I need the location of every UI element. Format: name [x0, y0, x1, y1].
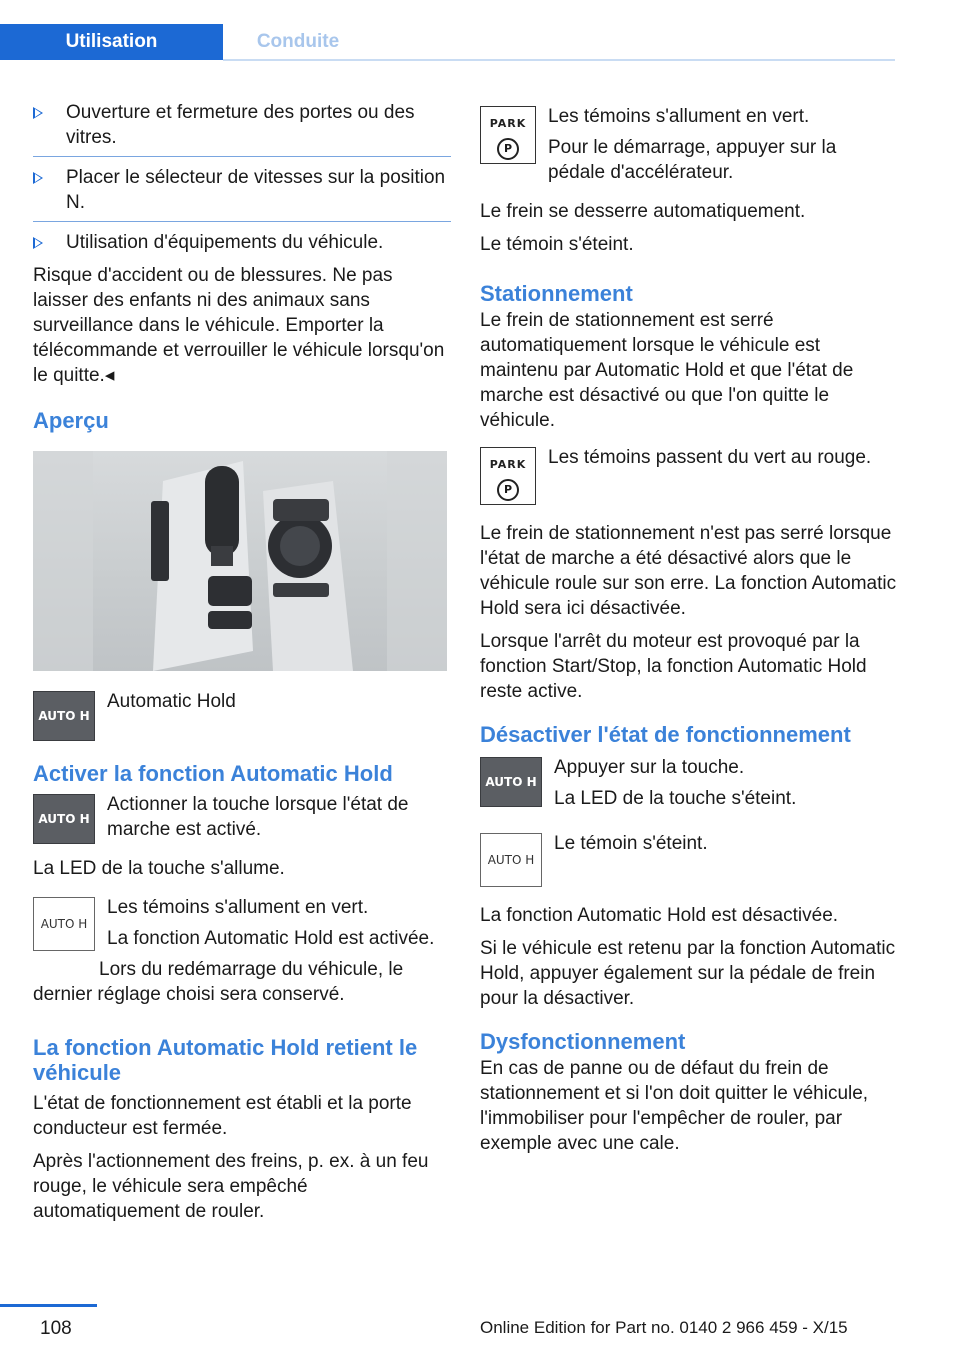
- center-console-photo: [33, 451, 447, 671]
- auto-h-indicator-icon: AUTO H: [480, 833, 542, 887]
- heading-activer: Activer la fonction Automatic Hold: [33, 761, 393, 786]
- park-brake-icon: PARK P: [480, 106, 536, 164]
- icon-row: AUTO H Le témoin s'éteint.: [480, 831, 898, 887]
- auto-h-button-icon: AUTO H: [480, 757, 542, 807]
- footer-accent-line: [0, 1304, 97, 1307]
- heading-dysfonction: Dysfonctionnement: [480, 1029, 686, 1054]
- icon-row: AUTO H Appuyer sur la touche. La LED de la touche s'éteint.: [480, 755, 898, 817]
- right-column: PARK P Les témoins s'allument en vert. Pour le démarrage, appuyer sur la pédale d'accélérateur. Le frein se desserre automatiquement. Le témoin s'éteint. Stationnement Le frein de stationnement est serré automatiquement lorsque le véhicule est maintenu par Automatic Hold et que l'état de marche est désactivé ou que l'on quitte le véhicule. PARK P Les témoins passent du vert au rouge. Le frein de stationnement n'est pas serré lorsque l'état de marche a été désactivé alors que le véhicule roule sur son erre. La fonction Automatic Hold sera ici désactivée. Lorsque l'arrêt du moteur est provoqué par la fonction Start/Stop, la fonction Automatic Hold reste active. Désactiver l'état de fonctionnement AUTO H Appuyer sur la touche. La LED de la touche s'éteint. AUTO H Le témoin s'éteint. La fonction Automatic Hold est désactivée. Si le véhicule est retenu par la fonction Automatic Hold, appuyer également sur la pédale de frein pour la désactiver. Dysfonctionnement En cas de panne ou de défaut du frein de stationnement et si l'on doit quitter le véhicule, l'immobiliser pour l'empêcher de rouler, par exemple avec une cale.: [480, 106, 897, 1154]
- heading-apercu: Aperçu: [33, 408, 109, 433]
- list-item: Placer le sélecteur de vitesses sur la position N.: [33, 165, 451, 222]
- tab-utilisation[interactable]: Utilisation: [0, 24, 223, 60]
- header-underline: [223, 59, 895, 61]
- triangle-bullet-icon: [33, 107, 43, 119]
- auto-h-indicator-icon: AUTO H: [33, 897, 95, 951]
- header-bar: [0, 24, 895, 60]
- park-brake-icon: PARK P: [480, 447, 536, 505]
- icon-row: [33, 689, 451, 741]
- heading-stationnement: Stationnement: [480, 281, 633, 306]
- warning-text: Risque d'accident ou de blessures. Ne pas laisser des enfants ni des animaux sans surveillance dans le véhicule. Emporter la télécommande et verrouiller le véhicule lorsqu'on le quitte.◂: [33, 265, 445, 386]
- icon-row: AUTO H Actionner la touche lorsque l'état de marche est activé.: [33, 792, 451, 848]
- list-item: Ouverture et fermeture des portes ou des vitres.: [33, 100, 451, 157]
- icon-row: PARK P Les témoins s'allument en vert. Pour le démarrage, appuyer sur la pédale d'accélérateur.: [480, 104, 898, 191]
- console-illustration: [33, 451, 447, 671]
- heading-desactiver: Désactiver l'état de fonctionnement: [480, 722, 851, 747]
- left-column: Ouverture et fermeture des portes ou des vitres. Placer le sélecteur de vitesses sur la position N. Utilisation d'équipements du véhicule. Risque d'accident ou de blessures. Ne pas laisser des enfants ni des animaux sans surveillance dans le véhicule. Emporter la télécommande et verrouiller le véhicule lorsqu'on le quitte.◂ Aperçu AUTO H Automatic Hold Activer la fonction Automatic Hold AUTO H Actionner la touche lorsque l'état de marche est activé. La LED de la touche s'allume. AUTO H Les témoins s'allument en vert. La fonction Automatic Hold est activée. Lors du redémarrage du véhicule, le dernier réglage choisi sera conservé. La fonction Automatic Hold retient le véhicule L'état de fonctionnement est établi et la porte conducteur est fermée. Après l'actionnement des freins, p. ex. à un feu rouge, le véhicule sera empêché automatiquement de rouler.: [33, 100, 451, 1232]
- auto-h-button-icon: AUTO H: [33, 691, 95, 741]
- icon-caption: Automatic Hold: [107, 691, 236, 712]
- heading-retient: La fonction Automatic Hold retient le véhicule: [33, 1035, 418, 1085]
- icon-row: AUTO H Les témoins s'allument en vert. La fonction Automatic Hold est activée.: [33, 895, 451, 957]
- list-item: Utilisation d'équipements du véhicule.: [33, 230, 451, 255]
- page-number: 108: [40, 1318, 72, 1339]
- icon-row: PARK P Les témoins passent du vert au rouge.: [480, 445, 898, 505]
- triangle-bullet-icon: [33, 237, 43, 249]
- triangle-bullet-icon: [33, 172, 43, 184]
- tab-conduite[interactable]: Conduite: [256, 31, 340, 52]
- auto-h-button-icon: AUTO H: [33, 794, 95, 844]
- edition-text: Online Edition for Part no. 0140 2 966 459 - X/15: [480, 1318, 848, 1337]
